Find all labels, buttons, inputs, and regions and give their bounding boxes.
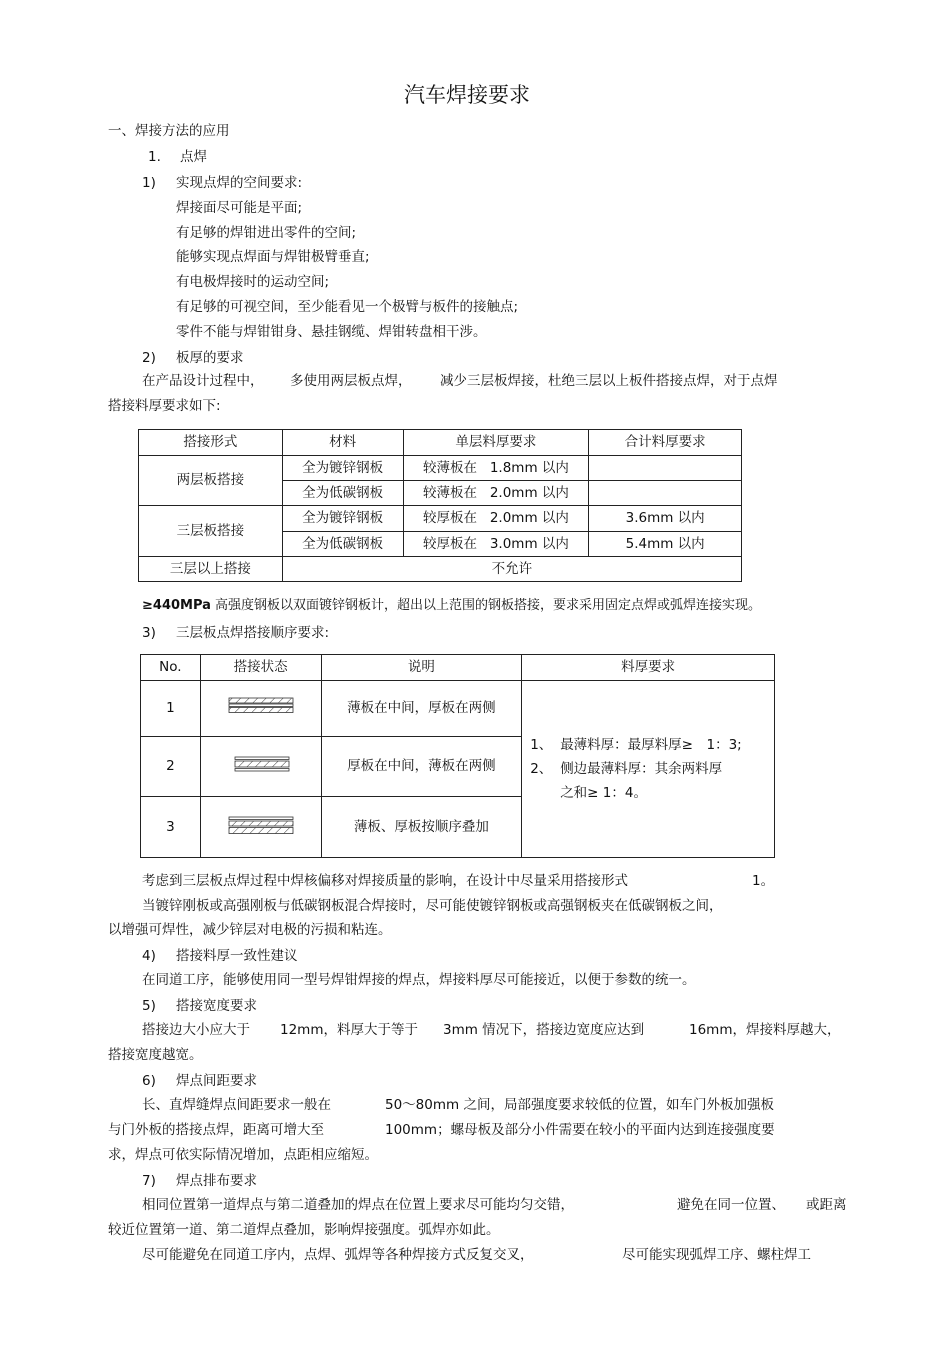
paragraph-text: 当镀锌刚板或高强刚板与低碳钢板混合焊接时，尽可能使镀锌钢板或高强钢板夹在低碳钢板之间， (142, 898, 723, 914)
list-item: 有足够的可视空间，至少能看见一个极臂与板件的接触点; (176, 299, 519, 315)
table-cell (403, 506, 589, 532)
paragraph-text: 或距离 (806, 1197, 847, 1213)
paragraph-text: 16mm，焊接料厚越大， (689, 1022, 841, 1038)
list-item: 零件不能与焊钳钳身、悬挂钢缆、焊钳转盘相干涉。 (176, 324, 487, 340)
subsection-label: 三层板点焊搭接顺序要求: (176, 625, 330, 641)
table-cell-text: 2.0mm 以内 (489, 484, 569, 501)
table-cell: 3 (141, 797, 201, 858)
paragraph-text: 相同位置第一道焊点与第二道叠加的焊点在位置上要求尽可能均匀交错， (142, 1197, 574, 1213)
paragraph-text: 减少三层板焊接，杜绝三层以上板件搭接点焊，对于点焊 (440, 373, 778, 389)
paragraph-text: 以增强可焊性，减少锌层对电极的污损和粘连。 (108, 922, 392, 938)
subsection-number: 7) (142, 1173, 156, 1189)
list-item: 焊接面尽可能是平面; (176, 200, 303, 216)
note-text (142, 597, 761, 615)
subsection-label: 焊点间距要求 (176, 1073, 257, 1089)
table-cell: 1 (141, 681, 201, 737)
item-number: 1. (148, 149, 161, 165)
table-cell-text: 较薄板在 (422, 459, 477, 476)
paragraph-text: 100mm；螺母板及部分小件需要在较小的平面内达到连接强度要 (385, 1122, 775, 1138)
lap-diagram-cell (200, 737, 321, 797)
table-header: 搭接形式 (139, 430, 283, 456)
table-cell: 全为低碳钢板 (282, 532, 403, 557)
table-cell-text: 2.0mm 以内 (489, 510, 569, 526)
table-cell: 两层板搭接 (139, 456, 283, 506)
paragraph-text: 避免在同一位置、 (677, 1197, 785, 1213)
table-cell: 薄板、厚板按顺序叠加 (321, 797, 522, 858)
requirement-number: 2、 (530, 761, 553, 777)
note-bold: ≥440MPa (142, 598, 211, 613)
paragraph-text: 在同道工序，能够使用同一型号焊钳焊接的焊点，焊接料厚尽可能接近，以便于参数的统一。 (142, 972, 696, 988)
subsection-label: 搭接料厚一致性建议 (176, 948, 298, 964)
list-item: 能够实现点焊面与焊钳极臂垂直; (176, 249, 370, 265)
table-cell: 三层板搭接 (139, 506, 283, 557)
table-cell: 全为镀锌钢板 (282, 456, 403, 481)
paragraph-text: 尽可能避免在同道工序内，点焊、弧焊等各种焊接方式反复交叉， (142, 1247, 534, 1263)
table-header: 料厚要求 (522, 655, 775, 681)
paragraph-text: 与门外板的搭接点焊，距离可增大至 (108, 1122, 324, 1138)
table-cell: 3.6mm 以内 (589, 506, 742, 532)
table-cell (589, 456, 742, 481)
requirement-line (530, 757, 774, 781)
subsection-number: 2) (142, 350, 156, 366)
paragraph-text: 考虑到三层板点焊过程中焊核偏移对焊接质量的影响，在设计中尽量采用搭接形式 (142, 873, 628, 889)
paragraph-text: 较近位置第一道、第二道焊点叠加，影响焊接强度。弧焊亦如此。 (108, 1222, 500, 1238)
item-label: 点焊 (180, 149, 207, 165)
table-cell: 全为镀锌钢板 (282, 506, 403, 532)
table-cell (403, 532, 589, 557)
paragraph-text: 搭接宽度越宽。 (108, 1047, 203, 1063)
list-item: 有足够的焊钳进出零件的空间; (176, 225, 357, 241)
table-cell (403, 481, 589, 506)
table-cell: 2 (141, 737, 201, 797)
subsection-number: 4) (142, 948, 156, 964)
subsection-label: 搭接宽度要求 (176, 998, 257, 1014)
requirement-number: 1、 (530, 737, 553, 753)
subsection-number: 5) (142, 998, 156, 1014)
requirement-line (530, 733, 774, 757)
paragraph-text: 12mm，料厚大于等于 (280, 1022, 418, 1038)
sequence-table (140, 654, 775, 858)
paragraph-text: 50～80mm 之间，局部强度要求较低的位置，如车门外板加强板 (385, 1097, 774, 1113)
lap-diagram-cell (200, 681, 321, 737)
requirement-text: 侧边最薄料厚：其余两料厚 (560, 761, 723, 777)
lap-diagram-2 (221, 750, 301, 778)
subsection-number: 6) (142, 1073, 156, 1089)
subsection-label: 实现点焊的空间要求: (176, 175, 303, 191)
table-cell-text: 较厚板在 (422, 510, 477, 526)
lap-diagram-cell (200, 797, 321, 858)
table-cell: 不允许 (282, 557, 741, 582)
table-header: 合计料厚要求 (589, 430, 742, 456)
table-cell-text: 较薄板在 (422, 484, 477, 501)
lap-thickness-table (138, 429, 742, 582)
paragraph-text: 多使用两层板点焊， (290, 373, 412, 389)
table-cell-text: 3.0mm 以内 (489, 535, 569, 552)
subsection-label: 焊点排布要求 (176, 1173, 257, 1189)
subsection-number: 1) (142, 175, 156, 191)
table-cell: 5.4mm 以内 (589, 532, 742, 557)
table-cell: 厚板在中间，薄板在两侧 (321, 737, 522, 797)
paragraph-text: 3mm 情况下，搭接边宽度应达到 (443, 1022, 645, 1038)
lap-diagram-1 (221, 692, 301, 720)
requirement-text: 之和≥ 1：4。 (560, 785, 647, 801)
subsection-label: 板厚的要求 (176, 350, 244, 366)
paragraph-text: 长、直焊缝焊点间距要求一般在 (142, 1097, 331, 1113)
paragraph-text: 1。 (752, 873, 775, 889)
table-cell: 三层以上搭接 (139, 557, 283, 582)
table-header: 材料 (282, 430, 403, 456)
table-header: 搭接状态 (200, 655, 321, 681)
table-cell-text: 较厚板在 (422, 535, 477, 552)
table-cell (589, 481, 742, 506)
section-heading: 一、焊接方法的应用 (108, 123, 230, 139)
page-title: 汽车焊接要求 (404, 83, 530, 107)
table-header: No. (141, 655, 201, 681)
paragraph-text: 在产品设计过程中， (142, 373, 264, 389)
table-header: 单层料厚要求 (403, 430, 589, 456)
paragraph-text: 搭接料厚要求如下: (108, 398, 221, 414)
note-rest: 高强度钢板以双面镀锌钢板计，超出以上范围的钢板搭接，要求采用固定点焊或弧焊连接实现。 (210, 598, 762, 613)
table-cell-text: 1.8mm 以内 (489, 459, 569, 476)
table-cell: 薄板在中间，厚板在两侧 (321, 681, 522, 737)
thickness-requirements (522, 681, 775, 858)
paragraph-text: 搭接边大小应大于 (142, 1022, 250, 1038)
paragraph-text: 尽可能实现弧焊工序、螺柱焊工 (622, 1247, 811, 1263)
paragraph-text: 求，焊点可依实际情况增加，点距相应缩短。 (108, 1147, 378, 1163)
requirement-text: 最薄料厚：最厚料厚≥ 1：3; (560, 737, 742, 753)
requirement-line (530, 781, 774, 805)
table-cell (403, 456, 589, 481)
table-cell: 全为低碳钢板 (282, 481, 403, 506)
table-header: 说明 (321, 655, 522, 681)
list-item: 有电极焊接时的运动空间; (176, 274, 330, 290)
subsection-number: 3) (142, 625, 156, 641)
lap-diagram-3 (221, 811, 301, 839)
